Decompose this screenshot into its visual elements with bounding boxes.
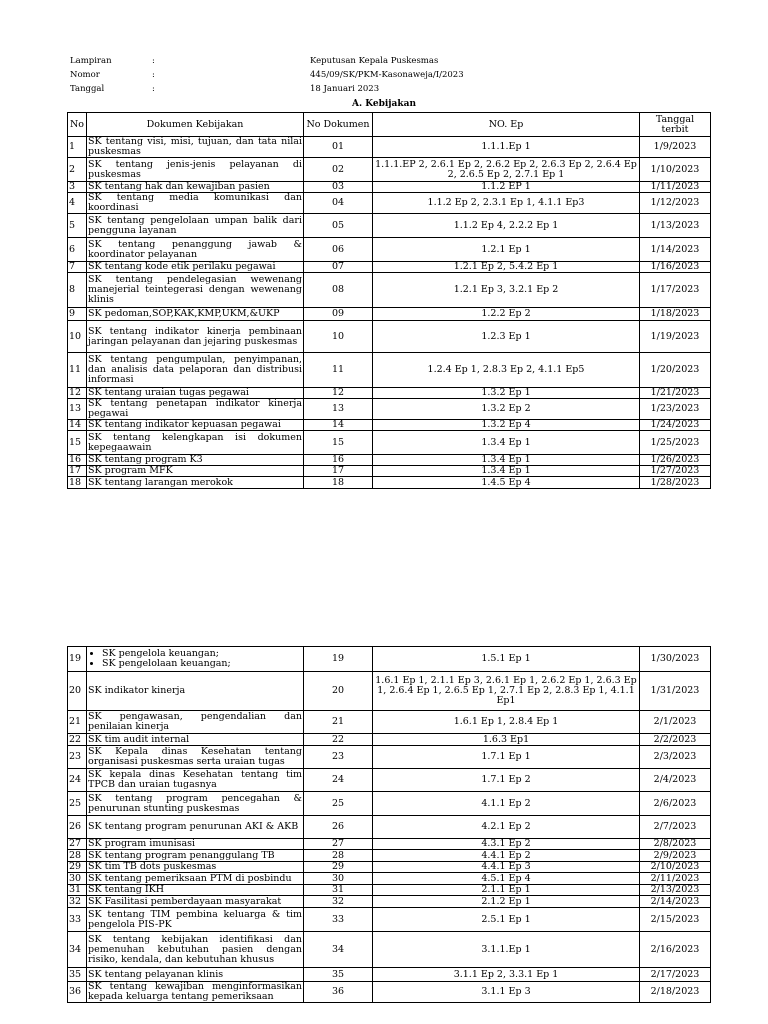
table-row bbox=[68, 746, 711, 769]
cell-no: 20 bbox=[68, 672, 87, 711]
cell-doc-number: 19 bbox=[304, 647, 373, 672]
cell-doc-number: 07 bbox=[304, 262, 373, 273]
cell-no: 10 bbox=[68, 321, 87, 353]
cell-doc-number: 23 bbox=[304, 746, 373, 769]
cell-date: 1/13/2023 bbox=[640, 214, 711, 238]
cell-ep: 1.3.4 Ep 1 bbox=[373, 431, 640, 455]
cell-ep: 4.3.1 Ep 2 bbox=[373, 839, 640, 850]
cell-date: 1/25/2023 bbox=[640, 431, 711, 455]
cell-no: 22 bbox=[68, 734, 87, 746]
cell-ep: 1.4.5 Ep 4 bbox=[373, 477, 640, 489]
table-row bbox=[68, 388, 711, 399]
cell-document: SK tentang pelayanan klinis bbox=[87, 968, 304, 982]
policy-table-1 bbox=[67, 112, 711, 489]
cell-date: 1/17/2023 bbox=[640, 273, 711, 308]
cell-doc-number: 02 bbox=[304, 158, 373, 182]
cell-no: 11 bbox=[68, 353, 87, 388]
cell-ep: 1.2.1 Ep 3, 3.2.1 Ep 2 bbox=[373, 273, 640, 308]
cell-document: SK tentang kewajiban menginformasikan kepada keluarga tentang pemeriksaan bbox=[88, 981, 302, 1002]
cell-ep: 4.1.1 Ep 2 bbox=[373, 792, 640, 816]
cell-date: 2/15/2023 bbox=[640, 908, 711, 932]
header-label: Lampiran bbox=[70, 56, 112, 66]
cell-no: 32 bbox=[68, 896, 87, 908]
table-row bbox=[68, 672, 711, 711]
cell-no: 6 bbox=[68, 238, 87, 262]
cell-date: 1/31/2023 bbox=[640, 672, 711, 711]
cell-doc-number: 29 bbox=[304, 862, 373, 873]
cell-date: 1/14/2023 bbox=[640, 238, 711, 262]
cell-document: SK tentang hak dan kewajiban pasien bbox=[87, 182, 304, 193]
cell-no: 1 bbox=[68, 137, 87, 158]
cell-date: 1/21/2023 bbox=[640, 388, 711, 399]
cell-document: SK tentang jenis-jenis pelayanan di puskesmas bbox=[88, 158, 302, 180]
cell-date: 1/26/2023 bbox=[640, 455, 711, 466]
col-header-document: Dokumen Kebijakan bbox=[87, 113, 304, 137]
cell-no: 13 bbox=[68, 399, 87, 420]
table-row bbox=[68, 214, 711, 238]
cell-document: SK tentang TIM pembina keluarga & tim pengelola PIS-PK bbox=[88, 908, 302, 930]
table-row bbox=[68, 968, 711, 982]
cell-no: 31 bbox=[68, 885, 87, 896]
table-row bbox=[68, 308, 711, 321]
cell-document: SK program MFK bbox=[87, 466, 304, 477]
cell-ep: 1.3.2 Ep 4 bbox=[373, 420, 640, 431]
cell-ep: 3.1.1 Ep 3 bbox=[373, 982, 640, 1003]
cell-document: SK tentang indikator kinerja pembinaan jaringan pelayanan dan jejaring puskesmas bbox=[87, 321, 304, 353]
cell-document: SK tentang program pencegahan & penurunan stunting puskesmas bbox=[88, 792, 302, 814]
header-meta bbox=[68, 53, 466, 97]
cell-ep: 1.7.1 Ep 2 bbox=[373, 769, 640, 792]
cell-date: 2/4/2023 bbox=[640, 769, 711, 792]
cell-no: 16 bbox=[68, 455, 87, 466]
cell-date: 2/14/2023 bbox=[640, 896, 711, 908]
cell-date: 2/3/2023 bbox=[640, 746, 711, 769]
cell-doc-number: 22 bbox=[304, 734, 373, 746]
header-value: 18 Januari 2023 bbox=[310, 84, 380, 94]
table-row bbox=[68, 908, 711, 932]
cell-doc-number: 32 bbox=[304, 896, 373, 908]
cell-date: 1/18/2023 bbox=[640, 308, 711, 321]
header-meta-row bbox=[70, 55, 464, 67]
cell-ep: 1.2.1 Ep 2, 5.4.2 Ep 1 bbox=[373, 262, 640, 273]
header-separator: : bbox=[152, 84, 155, 94]
cell-no: 3 bbox=[68, 182, 87, 193]
table-row bbox=[68, 431, 711, 455]
cell-no: 9 bbox=[68, 308, 87, 321]
cell-document: SK tentang kode etik perilaku pegawai bbox=[87, 262, 304, 273]
cell-doc-number: 31 bbox=[304, 885, 373, 896]
cell-document: SK tim TB dots puskesmas bbox=[87, 862, 304, 873]
header-meta-row bbox=[70, 69, 464, 81]
policy-table-2 bbox=[67, 646, 711, 1003]
cell-no: 29 bbox=[68, 862, 87, 873]
table-row bbox=[68, 273, 711, 308]
cell-ep: 1.2.1 Ep 1 bbox=[373, 238, 640, 262]
section-title: A. Kebijakan bbox=[351, 99, 416, 109]
cell-date: 2/11/2023 bbox=[640, 873, 711, 885]
cell-document: SK pengawasan, pengendalian dan penilaian kinerja bbox=[88, 711, 302, 732]
cell-ep: 3.1.1.Ep 1 bbox=[373, 932, 640, 968]
table-row bbox=[68, 477, 711, 489]
col-header-doc-number: No Dokumen bbox=[304, 113, 373, 137]
cell-date: 1/23/2023 bbox=[640, 399, 711, 420]
cell-date: 2/16/2023 bbox=[640, 932, 711, 968]
cell-no: 30 bbox=[68, 873, 87, 885]
table-header-row bbox=[68, 113, 711, 137]
bullet-item: • SK pengelolaan keuangan; bbox=[102, 659, 302, 669]
cell-no: 14 bbox=[68, 420, 87, 431]
cell-date: 2/6/2023 bbox=[640, 792, 711, 816]
cell-document: SK tentang media komunikasi dan koordinasi bbox=[88, 192, 302, 213]
cell-no: 26 bbox=[68, 816, 87, 839]
cell-ep: 4.4.1 Ep 2 bbox=[373, 850, 640, 862]
cell-no: 36 bbox=[68, 982, 87, 1003]
cell-doc-number: 21 bbox=[304, 711, 373, 734]
cell-document: SK tentang program penanggulang TB bbox=[87, 850, 304, 862]
cell-date: 2/7/2023 bbox=[640, 816, 711, 839]
cell-doc-number: 17 bbox=[304, 466, 373, 477]
table-row bbox=[68, 769, 711, 792]
cell-doc-number: 20 bbox=[304, 672, 373, 711]
table-row bbox=[68, 182, 711, 193]
cell-document: SK tentang IKH bbox=[87, 885, 304, 896]
cell-ep: 1.6.1 Ep 1, 2.1.1 Ep 3, 2.6.1 Ep 1, 2.6.2 Ep 1, 2.6.3 Ep 1, 2.6.4 Ep 1, 2.6.5 Ep 1, 2.7.1 Ep 2, 2.8.3 Ep 1, 4.1.1 Ep1 bbox=[373, 672, 640, 711]
cell-ep: 1.3.4 Ep 1 bbox=[373, 466, 640, 477]
cell-ep: 1.6.3 Ep1 bbox=[373, 734, 640, 746]
cell-document: SK tentang kelengkapan isi dokumen kepegaawain bbox=[88, 431, 302, 453]
cell-date: 1/12/2023 bbox=[640, 193, 711, 214]
cell-ep: 1.3.4 Ep 1 bbox=[373, 455, 640, 466]
cell-doc-number: 05 bbox=[304, 214, 373, 238]
cell-ep: 3.1.1 Ep 2, 3.3.1 Ep 1 bbox=[373, 968, 640, 982]
table-row bbox=[68, 262, 711, 273]
cell-doc-number: 11 bbox=[304, 353, 373, 388]
table-row bbox=[68, 193, 711, 214]
cell-doc-number: 15 bbox=[304, 431, 373, 455]
table-row bbox=[68, 885, 711, 896]
header-value: Keputusan Kepala Puskesmas bbox=[310, 56, 439, 66]
cell-no: 34 bbox=[68, 932, 87, 968]
col-header-no: No bbox=[68, 113, 87, 137]
cell-doc-number: 27 bbox=[304, 839, 373, 850]
cell-no: 27 bbox=[68, 839, 87, 850]
cell-document: SK tentang penetapan indikator kinerja pegawai bbox=[88, 398, 302, 419]
cell-document: SK tentang uraian tugas pegawai bbox=[87, 388, 304, 399]
cell-doc-number: 04 bbox=[304, 193, 373, 214]
cell-ep: 1.2.4 Ep 1, 2.8.3 Ep 2, 4.1.1 Ep5 bbox=[373, 353, 640, 388]
cell-no: 15 bbox=[68, 431, 87, 455]
cell-date: 2/13/2023 bbox=[640, 885, 711, 896]
cell-document: SK indikator kinerja bbox=[87, 672, 304, 711]
cell-doc-number: 30 bbox=[304, 873, 373, 885]
table-row bbox=[68, 839, 711, 850]
cell-ep: 2.5.1 Ep 1 bbox=[373, 908, 640, 932]
cell-doc-number: 03 bbox=[304, 182, 373, 193]
cell-date: 1/24/2023 bbox=[640, 420, 711, 431]
cell-document: SK tentang pengelolaan umpan balik dari pengguna layanan bbox=[88, 214, 302, 236]
cell-ep: 4.4.1 Ep 3 bbox=[373, 862, 640, 873]
cell-ep: 2.1.2 Ep 1 bbox=[373, 896, 640, 908]
cell-doc-number: 09 bbox=[304, 308, 373, 321]
table-row bbox=[68, 982, 711, 1003]
cell-doc-number: 08 bbox=[304, 273, 373, 308]
cell-document: SK tentang indikator kepuasan pegawai bbox=[87, 420, 304, 431]
cell-doc-number: 16 bbox=[304, 455, 373, 466]
cell-document: SK tentang penanggung jawab & koordinator pelayanan bbox=[88, 238, 302, 260]
cell-doc-number: 35 bbox=[304, 968, 373, 982]
cell-no: 5 bbox=[68, 214, 87, 238]
cell-ep: 1.6.1 Ep 1, 2.8.4 Ep 1 bbox=[373, 711, 640, 734]
table-row bbox=[68, 816, 711, 839]
cell-date: 2/8/2023 bbox=[640, 839, 711, 850]
table-row bbox=[68, 466, 711, 477]
table-row bbox=[68, 647, 711, 672]
table-row bbox=[68, 420, 711, 431]
cell-date: 1/28/2023 bbox=[640, 477, 711, 489]
cell-no: 35 bbox=[68, 968, 87, 982]
cell-document: SK tentang pendelegasian wewenang manejerial teintegerasi dengan wewenang klinis bbox=[87, 273, 304, 308]
cell-date: 1/9/2023 bbox=[640, 137, 711, 158]
cell-ep: 1.3.2 Ep 2 bbox=[373, 399, 640, 420]
header-label: Nomor bbox=[70, 70, 100, 80]
cell-ep: 1.5.1 Ep 1 bbox=[373, 647, 640, 672]
cell-date: 2/17/2023 bbox=[640, 968, 711, 982]
table-row bbox=[68, 399, 711, 420]
cell-doc-number: 18 bbox=[304, 477, 373, 489]
table-row bbox=[68, 238, 711, 262]
cell-no: 24 bbox=[68, 769, 87, 792]
header-label: Tanggal bbox=[70, 84, 105, 94]
cell-doc-number: 13 bbox=[304, 399, 373, 420]
cell-document: SK tentang program penurunan AKI & AKB bbox=[87, 816, 304, 839]
table-row bbox=[68, 711, 711, 734]
cell-doc-number: 10 bbox=[304, 321, 373, 353]
header-separator: : bbox=[152, 70, 155, 80]
cell-no: 25 bbox=[68, 792, 87, 816]
table-row bbox=[68, 896, 711, 908]
table-row bbox=[68, 455, 711, 466]
cell-no: 2 bbox=[68, 158, 87, 182]
table-row bbox=[68, 137, 711, 158]
table-row bbox=[68, 862, 711, 873]
col-header-ep: NO. Ep bbox=[373, 113, 640, 137]
cell-no: 17 bbox=[68, 466, 87, 477]
cell-date: 2/9/2023 bbox=[640, 850, 711, 862]
cell-document: SK tentang larangan merokok bbox=[87, 477, 304, 489]
table-row bbox=[68, 932, 711, 968]
cell-document: SK tentang program K3 bbox=[87, 455, 304, 466]
cell-ep: 1.2.3 Ep 1 bbox=[373, 321, 640, 353]
cell-ep: 1.1.1.EP 2, 2.6.1 Ep 2, 2.6.2 Ep 2, 2.6.3 Ep 2, 2.6.4 Ep 2, 2.6.5 Ep 2, 2.7.1 Ep 1 bbox=[373, 158, 640, 182]
cell-document: SK program imunisasi bbox=[87, 839, 304, 850]
cell-ep: 1.2.2 Ep 2 bbox=[373, 308, 640, 321]
document-bullet-list bbox=[88, 649, 302, 669]
cell-no: 18 bbox=[68, 477, 87, 489]
cell-ep: 1.1.1.Ep 1 bbox=[373, 137, 640, 158]
cell-document: SK tentang visi, misi, tujuan, dan tata nilai puskesmas bbox=[88, 136, 302, 157]
header-meta-row bbox=[70, 83, 464, 95]
cell-doc-number: 26 bbox=[304, 816, 373, 839]
col-header-date: Tanggal terbit bbox=[640, 113, 711, 137]
cell-date: 1/16/2023 bbox=[640, 262, 711, 273]
table-row bbox=[68, 873, 711, 885]
cell-document bbox=[87, 647, 304, 672]
cell-ep: 4.2.1 Ep 2 bbox=[373, 816, 640, 839]
cell-date: 1/27/2023 bbox=[640, 466, 711, 477]
cell-date: 2/1/2023 bbox=[640, 711, 711, 734]
table-row bbox=[68, 158, 711, 182]
cell-no: 4 bbox=[68, 193, 87, 214]
cell-doc-number: 33 bbox=[304, 908, 373, 932]
cell-date: 2/2/2023 bbox=[640, 734, 711, 746]
cell-date: 1/10/2023 bbox=[640, 158, 711, 182]
table-row bbox=[68, 734, 711, 746]
cell-doc-number: 36 bbox=[304, 982, 373, 1003]
cell-ep: 4.5.1 Ep 4 bbox=[373, 873, 640, 885]
cell-date: 1/19/2023 bbox=[640, 321, 711, 353]
cell-doc-number: 34 bbox=[304, 932, 373, 968]
cell-no: 23 bbox=[68, 746, 87, 769]
cell-ep: 1.1.2 EP 1 bbox=[373, 182, 640, 193]
cell-document: SK tentang kebijakan identifikasi dan pemenuhan kebutuhan pasien dengan risiko, kendala, dan kebutuhan khusus bbox=[87, 932, 304, 968]
cell-date: 1/11/2023 bbox=[640, 182, 711, 193]
cell-document: SK Fasilitasi pemberdayaan masyarakat bbox=[87, 896, 304, 908]
table-row bbox=[68, 353, 711, 388]
cell-date: 1/20/2023 bbox=[640, 353, 711, 388]
cell-no: 8 bbox=[68, 273, 87, 308]
cell-no: 19 bbox=[68, 647, 87, 672]
table-row bbox=[68, 850, 711, 862]
cell-document: SK kepala dinas Kesehatan tentang tim TPCB dan uraian tugasnya bbox=[88, 769, 302, 790]
cell-ep: 1.7.1 Ep 1 bbox=[373, 746, 640, 769]
cell-date: 2/18/2023 bbox=[640, 982, 711, 1003]
cell-no: 21 bbox=[68, 711, 87, 734]
bullet-item: • SK pengelola keuangan; bbox=[102, 649, 302, 659]
cell-date: 1/30/2023 bbox=[640, 647, 711, 672]
cell-doc-number: 01 bbox=[304, 137, 373, 158]
cell-document: SK tentang pemeriksaan PTM di posbindu bbox=[87, 873, 304, 885]
cell-ep: 1.1.2 Ep 2, 2.3.1 Ep 1, 4.1.1 Ep3 bbox=[373, 193, 640, 214]
cell-doc-number: 12 bbox=[304, 388, 373, 399]
cell-doc-number: 28 bbox=[304, 850, 373, 862]
cell-no: 33 bbox=[68, 908, 87, 932]
header-separator: : bbox=[152, 56, 155, 66]
cell-no: 28 bbox=[68, 850, 87, 862]
header-value: 445/09/SK/PKM-Kasonaweja/I/2023 bbox=[310, 70, 464, 80]
table-row bbox=[68, 792, 711, 816]
cell-document: SK tentang pengumpulan, penyimpanan, dan analisis data pelaporan dan distribusi informasi bbox=[87, 353, 304, 388]
cell-doc-number: 24 bbox=[304, 769, 373, 792]
cell-document: SK tim audit internal bbox=[87, 734, 304, 746]
cell-document: SK pedoman,SOP,KAK,KMP,UKM,&UKP bbox=[87, 308, 304, 321]
cell-doc-number: 06 bbox=[304, 238, 373, 262]
cell-doc-number: 14 bbox=[304, 420, 373, 431]
cell-no: 7 bbox=[68, 262, 87, 273]
cell-ep: 1.1.2 Ep 4, 2.2.2 Ep 1 bbox=[373, 214, 640, 238]
cell-document: SK Kepala dinas Kesehatan tentang organisasi puskesmas serta uraian tugas bbox=[88, 746, 302, 767]
cell-no: 12 bbox=[68, 388, 87, 399]
cell-ep: 1.3.2 Ep 1 bbox=[373, 388, 640, 399]
cell-ep: 2.1.1 Ep 1 bbox=[373, 885, 640, 896]
table-row bbox=[68, 321, 711, 353]
cell-doc-number: 25 bbox=[304, 792, 373, 816]
cell-date: 2/10/2023 bbox=[640, 862, 711, 873]
